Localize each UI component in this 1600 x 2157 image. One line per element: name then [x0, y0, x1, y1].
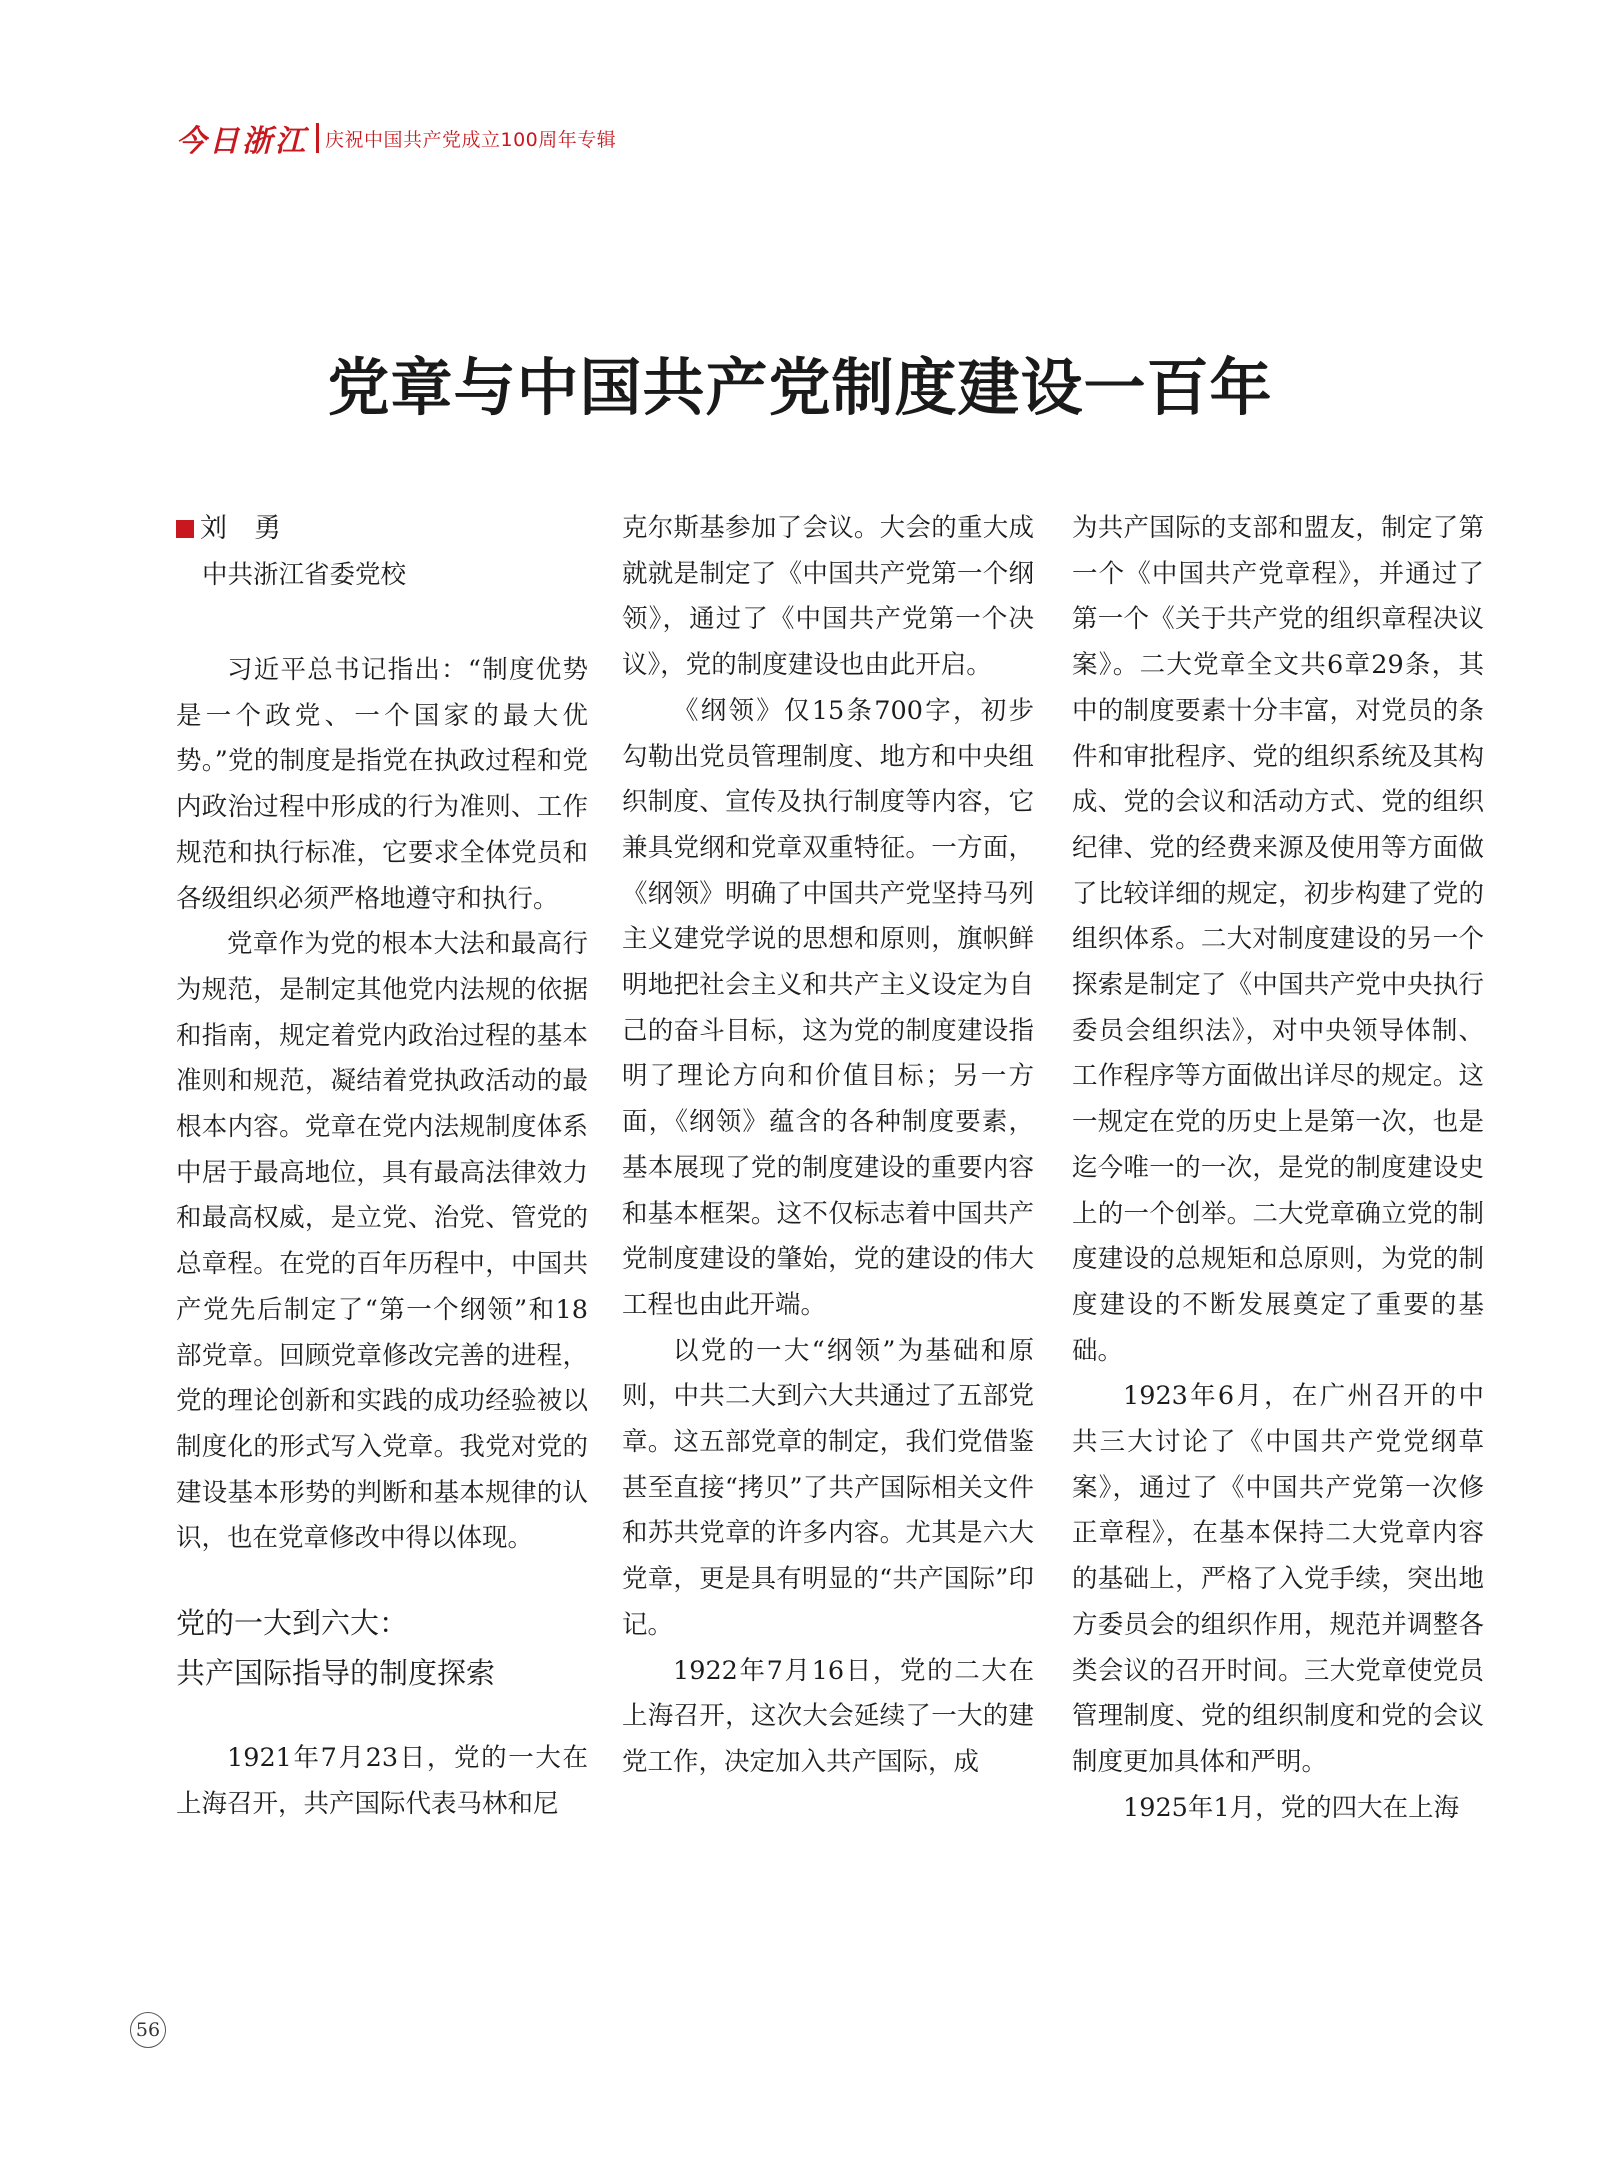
body-paragraph: 《纲领》仅15条700字，初步勾勒出党员管理制度、地方和中央组织制度、宣传及执行制度等内容，它兼具党纲和党章双重特征。一方面，《纲领》明确了中国共产党坚持马列主义建党学说的思想和原则，旗帜鲜明地把社会主义和共产主义设定为自己的奋斗目标，这为党的制度建设指明了理论方向和价值目标；另一方面，《纲领》蕴含的各种制度要素，基本展现了党的制度建设的重要内容和基本框架。这不仅标志着中国共产党制度建设的肇始，党的建设的伟大工程也由此开端。 [622, 695, 1034, 1320]
column-3 [1072, 506, 1484, 1831]
column-2 [622, 506, 1034, 1786]
section-heading-line2: 共产国际指导的制度探索 [176, 1656, 496, 1691]
spacer [176, 598, 588, 648]
article-title: 党章与中国共产党制度建设一百年 [327, 351, 1273, 424]
page-number: 56 [130, 2012, 166, 2048]
body-paragraph: 1922年7月16日，党的二大在上海召开，这次大会延续了一大的建党工作，决定加入共产国际，成 [622, 1655, 1034, 1777]
author-marker-square [176, 520, 194, 538]
page-header [176, 120, 617, 159]
body-paragraph: 1921年7月23日，党的一大在上海召开，共产国际代表马林和尼 [176, 1743, 588, 1819]
body-paragraph: 1923年6月，在广州召开的中共三大讨论了《中国共产党党纲草案》，通过了《中国共产党第一次修正章程》，在基本保持二大党章内容的基础上，严格了入党手续，突出地方委员会的组织作用，规范并调整各类会议的召开时间。三大党章使党员管理制度、党的组织制度和党的会议制度更加具体和严明。 [1072, 1381, 1484, 1777]
body-paragraph: 党章作为党的根本大法和最高行为规范，是制定其他党内法规的依据和指南，规定着党内政治过程的基本准则和规范，凝结着党执政活动的最根本内容。党章在党内法规制度体系中居于最高地位，具有最高法律效力和最高权威，是立党、治党、管党的总章程。在党的百年历程中，中国共产党先后制定了“第一个纲领”和18部党章。回顾党章修改完善的进程，党的理论创新和实践的成功经验被以制度化的形式写入党章。我党对党的建设基本形势的判断和基本规律的认识，也在党章修改中得以体现。 [176, 929, 588, 1554]
magazine-logo: 今日浙江 [176, 124, 308, 159]
author-line [176, 506, 588, 552]
body-paragraph-continued: 为共产国际的支部和盟友，制定了第一个《中国共产党章程》，并通过了第一个《关于共产党的组织章程决议案》。二大党章全文共6章29条，其中的制度要素十分丰富，对党员的条件和审批程序、党的组织系统及其构成、党的会议和活动方式、党的组织纪律、党的经费来源及使用等方面做了比较详细的规定，初步构建了党的组织体系。二大对制度建设的另一个探索是制定了《中国共产党中央执行委员会组织法》，对中央领导体制、工作程序等方面做出详尽的规定。这一规定在党的历史上是第一次，也是迄今唯一的一次，是党的制度建设史上的一个创举。二大党章确立党的制度建设的总规矩和总原则，为党的制度建设的不断发展奠定了重要的基础。 [1072, 513, 1484, 1366]
body-paragraph: 1925年1月，党的四大在上海 [1123, 1792, 1460, 1823]
author-affiliation: 中共浙江省委党校 [202, 560, 407, 590]
section-heading [176, 1598, 588, 1698]
body-paragraph: 习近平总书记指出：“制度优势是一个政党、一个国家的最大优势。”党的制度是指党在执政过程和党内政治过程中形成的行为准则、工作规范和执行标准，它要求全体党员和各级组织必须严格地遵守和执行。 [176, 655, 588, 914]
column-1 [176, 506, 588, 1827]
body-paragraph-continued: 克尔斯基参加了会议。大会的重大成就就是制定了《中国共产党第一个纲领》，通过了《中国共产党第一个决议》，党的制度建设也由此开启。 [622, 513, 1034, 681]
header-topic: 庆祝中国共产党成立100周年专辑 [325, 128, 617, 151]
body-paragraph: 以党的一大“纲领”为基础和原则，中共二大到六大共通过了五部党章。这五部党章的制定，我们党借鉴甚至直接“拷贝”了共产国际相关文件和苏共党章的许多内容。尤其是六大党章，更是具有明显的“共产国际”印记。 [622, 1335, 1034, 1640]
author-name: 刘 勇 [200, 513, 281, 544]
section-heading-line1: 党的一大到六大： [176, 1606, 409, 1641]
header-divider [316, 123, 319, 153]
